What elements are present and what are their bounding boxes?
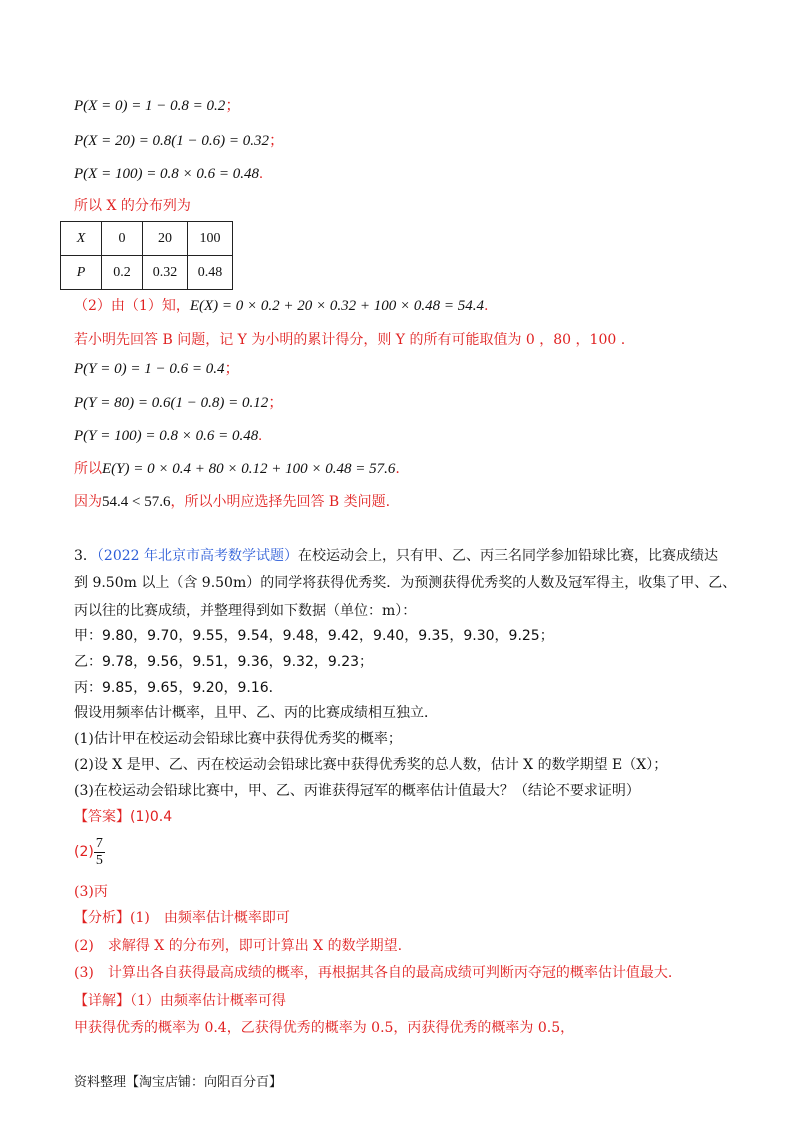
table-cell: X xyxy=(61,222,102,256)
table-cell: 0.2 xyxy=(102,256,143,290)
expectation-y: 所以E(Y) = 0 × 0.4 + 80 × 0.12 + 100 × 0.48 = 57.6. xyxy=(74,461,400,477)
b-first-statement: 若小明先回答 B 问题，记 Y 为小明的累计得分，则 Y 的所有可能取值为 0 ，80 ，100 . xyxy=(74,332,626,348)
analysis-line1: 【分析】(1) 由频率估计概率即可 xyxy=(74,910,290,926)
table-cell: 0 xyxy=(102,222,143,256)
prob-x0: P(X = 0) = 1 − 0.8 = 0.2； xyxy=(74,98,241,114)
table-cell: 0.32 xyxy=(143,256,188,290)
table-cell: 0.48 xyxy=(188,256,233,290)
conclusion-line: 因为54.4 < 57.6，所以小明应选择先回答 B 类问题. xyxy=(74,494,391,510)
table-row xyxy=(61,256,233,290)
detail-line2: 甲获得优秀的概率为 0.4，乙获得优秀的概率为 0.5，丙获得优秀的概率为 0.5， xyxy=(74,1020,575,1036)
analysis-line3: (3) 计算出各自获得最高成绩的概率，再根据其各自的最高成绩可判断丙夺冠的概率估计值最大. xyxy=(74,965,673,981)
problem3-stem-line2: 到 9.50m 以上（含 9.50m）的同学将获得优秀奖．为预测获得优秀奖的人数及冠军得主，收集了甲、乙、 xyxy=(74,575,737,591)
data-yi: 乙：9.78，9.56，9.51，9.36，9.32，9.23； xyxy=(74,654,374,670)
prob-x20: P(X = 20) = 0.8(1 − 0.6) = 0.32； xyxy=(74,133,285,149)
table-cell: P xyxy=(61,256,102,290)
prob-y0: P(Y = 0) = 1 − 0.6 = 0.4； xyxy=(74,361,240,377)
distribution-intro: 所以 X 的分布列为 xyxy=(74,198,191,214)
distribution-table xyxy=(60,221,233,290)
answer-line2: (2) $\frac{7}{5}$ xyxy=(74,835,103,868)
answer-line1: 【答案】(1)0.4 xyxy=(74,809,173,825)
problem3-stem-line3: 丙以往的比赛成绩，并整理得到如下数据（单位：m）： xyxy=(74,603,417,619)
answer-fraction: $\frac{7}{5}$ xyxy=(95,835,103,868)
question-2: (2)设 X 是甲、乙、丙在校运动会铅球比赛中获得优秀奖的总人数，估计 X 的数学期望 E（X）； xyxy=(74,757,668,773)
detail-line1: 【详解】（1）由频率估计概率可得 xyxy=(74,993,286,1009)
assumption: 假设用频率估计概率，且甲、乙、丙的比赛成绩相互独立． xyxy=(74,705,438,721)
prob-y100: P(Y = 100) = 0.8 × 0.6 = 0.48. xyxy=(74,428,262,444)
prob-y80: P(Y = 80) = 0.6(1 − 0.8) = 0.12； xyxy=(74,395,284,411)
expectation-x: （2）由（1）知，E(X) = 0 × 0.2 + 20 × 0.32 + 100 × 0.48 = 54.4. xyxy=(74,298,489,314)
footer-source: 资料整理【淘宝店铺：向阳百分百】 xyxy=(74,1075,283,1090)
table-row xyxy=(61,222,233,256)
data-bing: 丙：9.85，9.65，9.20，9.16． xyxy=(74,680,283,696)
prob-x100: P(X = 100) = 0.8 × 0.6 = 0.48. xyxy=(74,166,263,182)
answer-line3: (3)丙 xyxy=(74,884,108,900)
table-cell: 20 xyxy=(143,222,188,256)
table-cell: 100 xyxy=(188,222,233,256)
data-jia: 甲：9.80，9.70，9.55，9.54，9.48，9.42，9.40，9.35，9.30，9.25； xyxy=(74,628,554,644)
question-1: (1)估计甲在校运动会铅球比赛中获得优秀奖的概率； xyxy=(74,731,402,747)
analysis-line2: (2) 求解得 X 的分布列，即可计算出 X 的数学期望. xyxy=(74,938,403,954)
problem3-stem-line1: 3．（2022 年北京市高考数学试题）在校运动会上，只有甲、乙、丙三名同学参加铅球比赛，比赛成绩达 xyxy=(74,548,719,564)
question-3: (3)在校运动会铅球比赛中，甲、乙、丙谁获得冠军的概率估计值最大？（结论不要求证明） xyxy=(74,783,640,799)
